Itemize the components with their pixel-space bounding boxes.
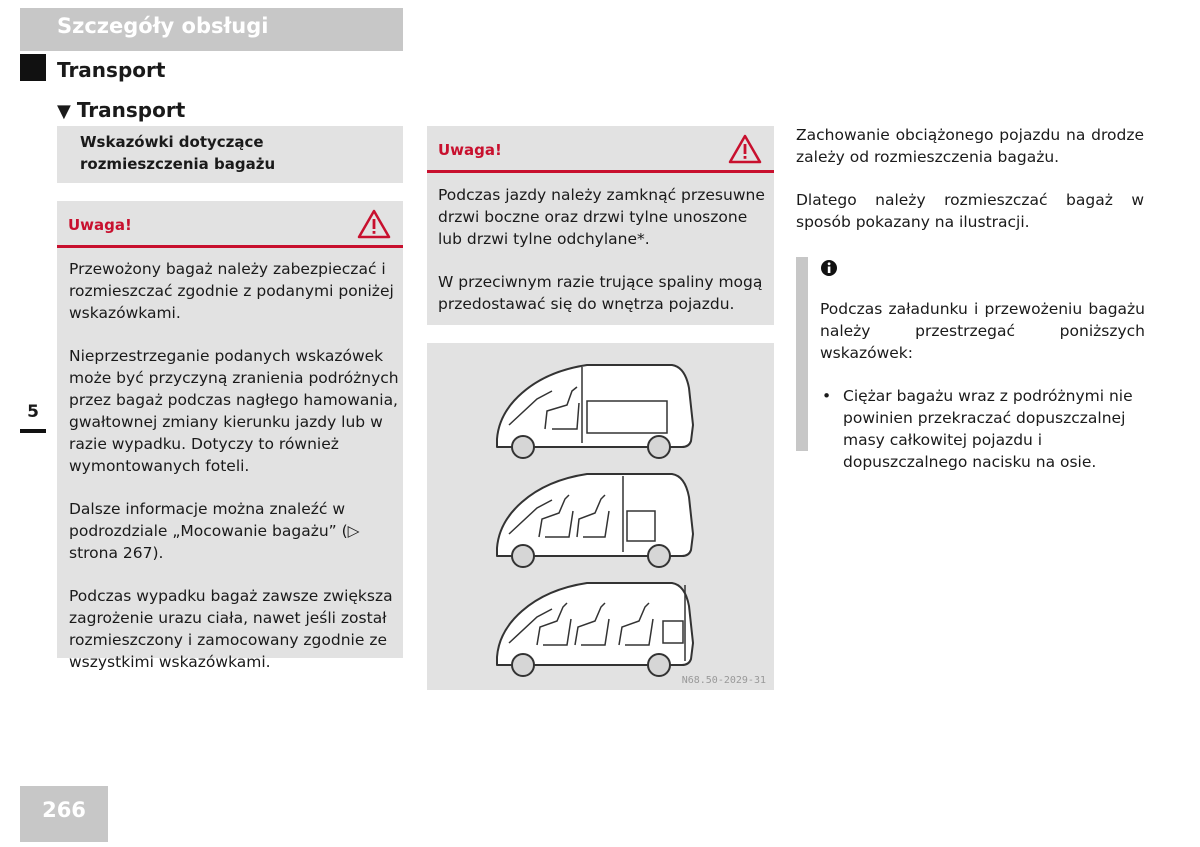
info-note-bar [796, 257, 808, 451]
hint-box [57, 126, 403, 183]
body-paragraph: Dlatego należy rozmieszczać bagaż w sposób pokazany na ilustracji. [796, 191, 1144, 231]
info-bullet [820, 385, 1145, 473]
info-icon [820, 259, 838, 277]
info-bullet-text: Ciężar bagażu wraz z podróżnymi nie powinien przekraczać dopuszczalnej masy całkowitej pojazdu i dopuszczalnego nacisku na osie. [843, 387, 1133, 471]
info-intro: Podczas załadunku i przewożeniu bagażu należy przestrzegać poniższych wskazówek: [820, 300, 1145, 362]
warning-label: Uwaga! [438, 141, 502, 159]
van-loading-diagram [427, 343, 774, 690]
warning-paragraph: Nieprzestrzeganie podanych wskazówek może być przyczyną zranienia podróżnych przez bagaż podczas nagłego hamowania, gwałtownej zmiany kierunku jazdy lub w razie wypadku. Dotyczy to również wymontowanych foteli. [69, 347, 399, 475]
subsection-title: Transport [76, 98, 186, 122]
section-marker [20, 54, 46, 81]
luggage-illustration [427, 343, 774, 690]
warning-text-2 [438, 184, 768, 336]
warning-label: Uwaga! [68, 216, 132, 234]
chapter-header-title: Szczegóły obsługi [57, 14, 269, 38]
hint-box-text: Wskazówki dotyczące rozmieszczenia bagażu [80, 133, 276, 173]
bullet-marker: • [822, 387, 832, 405]
warning-paragraph: Podczas wypadku bagaż zawsze zwiększa zagrożenie urazu ciała, nawet jeśli został rozmieszczony i zamocowany zgodnie ze wszystkimi wskazówkami. [69, 587, 393, 671]
warning-triangle-icon [357, 209, 391, 239]
chapter-number: 5 [27, 402, 39, 422]
warning-paragraph: W przeciwnym razie trujące spaliny mogą przedostawać się do wnętrza pojazdu. [438, 273, 763, 313]
warning-text-1 [69, 258, 399, 694]
page-number-box [20, 786, 108, 842]
body-paragraph: Zachowanie obciążonego pojazdu na drodze zależy od rozmieszczenia bagażu. [796, 126, 1144, 166]
section-title: Transport [57, 58, 166, 82]
triangle-down-icon: ▼ [57, 101, 71, 122]
warning-triangle-icon [728, 134, 762, 164]
page-number: 266 [42, 798, 86, 822]
warning-paragraph: Dalsze informacje można znaleźć w podrozdziale „Mocowanie bagażu” (▷ strona 267). [69, 500, 360, 562]
luggage-placement-text [796, 124, 1144, 254]
info-note [820, 298, 1145, 494]
warning-paragraph: Podczas jazdy należy zamknąć przesuwne drzwi boczne oraz drzwi tylne unoszone lub drzwi tylne odchylane*. [438, 186, 765, 248]
warning-header-1 [57, 201, 403, 248]
subsection-heading [57, 98, 185, 122]
warning-header-2 [427, 126, 774, 173]
warning-box-2 [427, 126, 774, 325]
chapter-header [20, 8, 403, 51]
chapter-underline [20, 429, 46, 433]
warning-paragraph: Przewożony bagaż należy zabezpieczać i rozmieszczać zgodnie z podanymi poniżej wskazówkami. [69, 260, 394, 322]
illustration-code: N68.50-2029-31 [681, 675, 766, 686]
